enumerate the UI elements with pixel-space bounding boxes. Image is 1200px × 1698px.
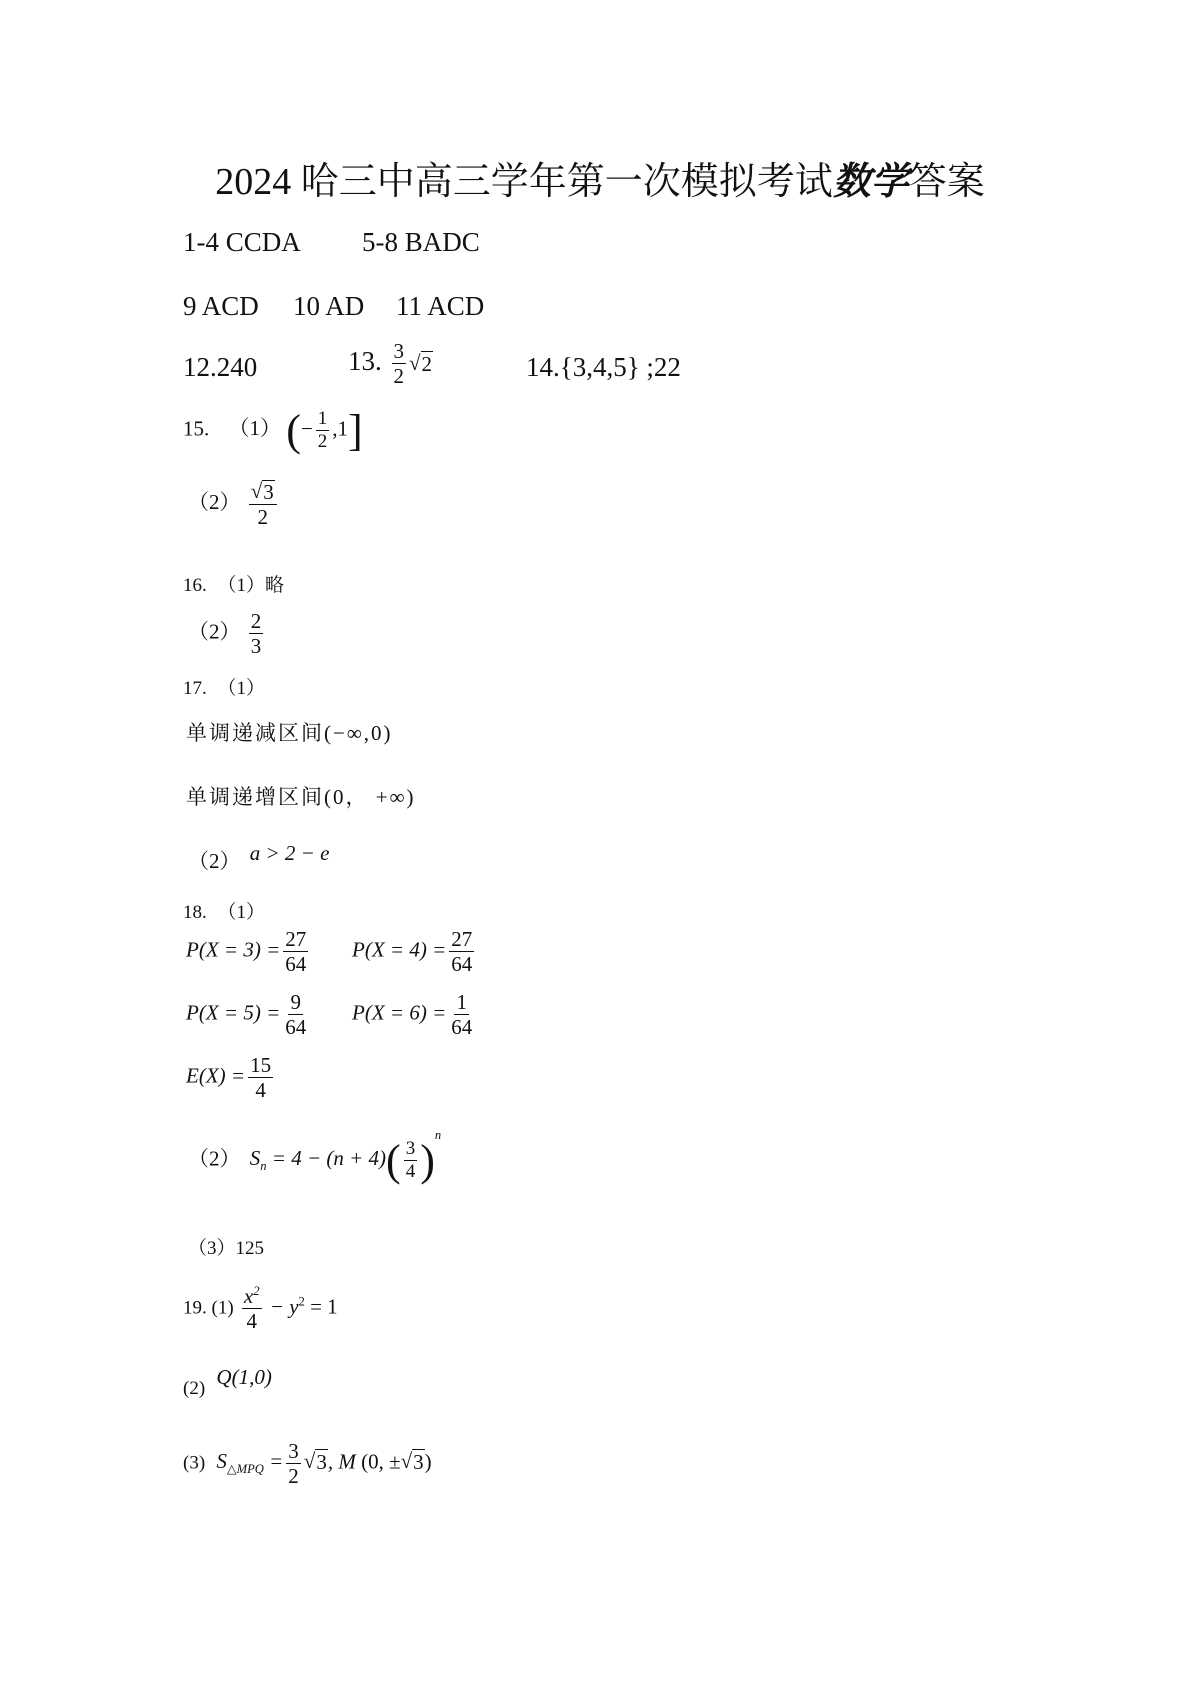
- y-exponent: 2: [298, 1294, 305, 1309]
- part-label: (3): [183, 1452, 206, 1474]
- q18-part2: （2） $S_n = 4 - (n + 4)$( $\frac{3}{4}$ )$^n$: [188, 1128, 442, 1185]
- radicand: 3: [316, 1450, 327, 1475]
- part-label: （2）: [188, 849, 241, 873]
- interval-tail: ,1: [332, 416, 349, 441]
- q18-expectation: [186, 1054, 276, 1101]
- frac-num: 1: [317, 408, 328, 430]
- q17-part1-label: [183, 673, 265, 700]
- answer-10: 10 AD: [293, 291, 365, 321]
- answers-5-8: 5-8 BADC: [362, 227, 480, 257]
- part-text: （1）略: [217, 575, 285, 596]
- part-label: (2): [183, 1378, 206, 1399]
- radicand: 3: [413, 1450, 424, 1475]
- equals-sign: =: [263, 1449, 284, 1474]
- frac-num: 2: [250, 609, 262, 633]
- part-label: （1）: [217, 678, 266, 699]
- y-term: − y: [264, 1294, 299, 1319]
- q16-part1: [183, 570, 284, 597]
- q15-part1: [183, 405, 363, 456]
- open-paren: (: [286, 406, 301, 455]
- part-label: （1）: [228, 416, 281, 441]
- q17-increasing: 单调递增区间(0， +∞): [186, 785, 416, 809]
- q19-part1: [183, 1285, 338, 1332]
- q16-fraction: [249, 610, 264, 657]
- q15-p2-fraction: √ 3 2: [249, 480, 277, 528]
- frac-num: 9: [290, 990, 301, 1014]
- m-coords-close: ): [424, 1449, 432, 1474]
- title-main: 2024 哈三中高三学年第一次模拟考试: [215, 161, 833, 203]
- q19-part2: [183, 1365, 272, 1400]
- part-label: （2）: [188, 1146, 241, 1171]
- q18-px5: [186, 991, 311, 1038]
- frac-den: 64: [285, 1015, 307, 1040]
- frac-den: 4: [246, 1309, 257, 1334]
- q18-px3: [186, 928, 311, 975]
- m-coords-open: (0, ±: [361, 1449, 401, 1474]
- frac-num: 27: [285, 927, 307, 951]
- answers-1-4: 1-4 CCDA: [183, 227, 301, 257]
- q16-label: 16.: [183, 575, 207, 596]
- area-symbol: S: [216, 1449, 227, 1474]
- frac-den: 2: [393, 364, 404, 389]
- radicand: 3: [263, 480, 274, 504]
- minus-sign: −: [300, 416, 313, 441]
- frac-den: 2: [257, 505, 269, 530]
- part-label: （2）: [188, 489, 241, 514]
- expectation-label: E(X) =: [186, 1063, 246, 1088]
- answer-13-sqrt: √ 2: [409, 350, 433, 376]
- frac-den: 64: [451, 1015, 473, 1040]
- frac-den: 64: [285, 952, 307, 977]
- answer-13: [348, 340, 433, 387]
- q17-label: 17.: [183, 678, 207, 699]
- frac-num: 27: [451, 927, 473, 951]
- q18-part1-label: [183, 897, 265, 924]
- frac-num: 3: [393, 339, 404, 363]
- frac-den: 2: [288, 1464, 299, 1489]
- answer-12: 12.240: [183, 352, 258, 382]
- title-subject: 数学: [832, 158, 909, 203]
- q19-part3: (3) $S_{\triangle MPQ}$ = $\frac{3}{2}$ √ 3 , M (0, ±√ 3 ): [183, 1439, 432, 1489]
- frac-den: 4: [255, 1078, 266, 1103]
- frac-den: 3: [250, 634, 262, 659]
- q16-part2: [188, 610, 266, 657]
- radicand: 2: [421, 351, 433, 376]
- close-bracket: ]: [348, 406, 363, 455]
- q15-label: 15.: [183, 416, 210, 441]
- answer-13-label: 13.: [348, 345, 382, 376]
- answer-9: 9 ACD: [183, 291, 259, 321]
- q18-px4: [352, 928, 477, 975]
- sn-exponent: n: [434, 1128, 442, 1143]
- title-tail: 答案: [908, 161, 985, 203]
- q17-p2-expr: a > 2 − e: [249, 841, 330, 865]
- frac-num: 1: [456, 990, 467, 1014]
- sn-symbol: S: [249, 1146, 261, 1171]
- frac-num: 3: [288, 1439, 299, 1463]
- sn-expression: = 4 − (n + 4): [266, 1146, 387, 1171]
- part-label: （1）: [217, 902, 266, 923]
- frac-den: 4: [405, 1161, 416, 1182]
- q18-part3: （3）125: [188, 1238, 265, 1259]
- part-label: （2）: [188, 619, 241, 644]
- page-title: [0, 150, 1200, 205]
- area-subscript: △MPQ: [226, 1462, 264, 1477]
- q17-decreasing: 单调递减区间(−∞,0): [186, 721, 393, 745]
- equation-rhs: = 1: [304, 1294, 338, 1319]
- frac-num: 3: [405, 1138, 416, 1160]
- q15-fraction: [316, 409, 330, 452]
- prob-label: P(X = 6) =: [352, 1000, 447, 1025]
- frac-num: 15: [250, 1053, 272, 1077]
- q18-label: 18.: [183, 902, 207, 923]
- sn-subscript: n: [260, 1159, 267, 1174]
- m-label: , M: [327, 1449, 356, 1474]
- prob-label: P(X = 5) =: [186, 1000, 281, 1025]
- frac-den: 64: [451, 952, 473, 977]
- x-exponent: 2: [253, 1284, 260, 1298]
- q19-label: 19. (1): [183, 1297, 234, 1319]
- answer-11: 11 ACD: [396, 291, 485, 321]
- q19-p2-expr: Q(1,0): [216, 1365, 272, 1389]
- prob-label: P(X = 4) =: [352, 937, 447, 962]
- frac-den: 2: [317, 431, 328, 452]
- x-var: x: [243, 1284, 254, 1308]
- q15-part2: [188, 480, 280, 528]
- prob-label: P(X = 3) =: [186, 937, 281, 962]
- q18-px6: [352, 991, 477, 1038]
- answer-14: 14.{3,4,5} ;22: [526, 352, 681, 382]
- answer-13-fraction: [392, 340, 407, 387]
- q17-part2: [188, 841, 330, 875]
